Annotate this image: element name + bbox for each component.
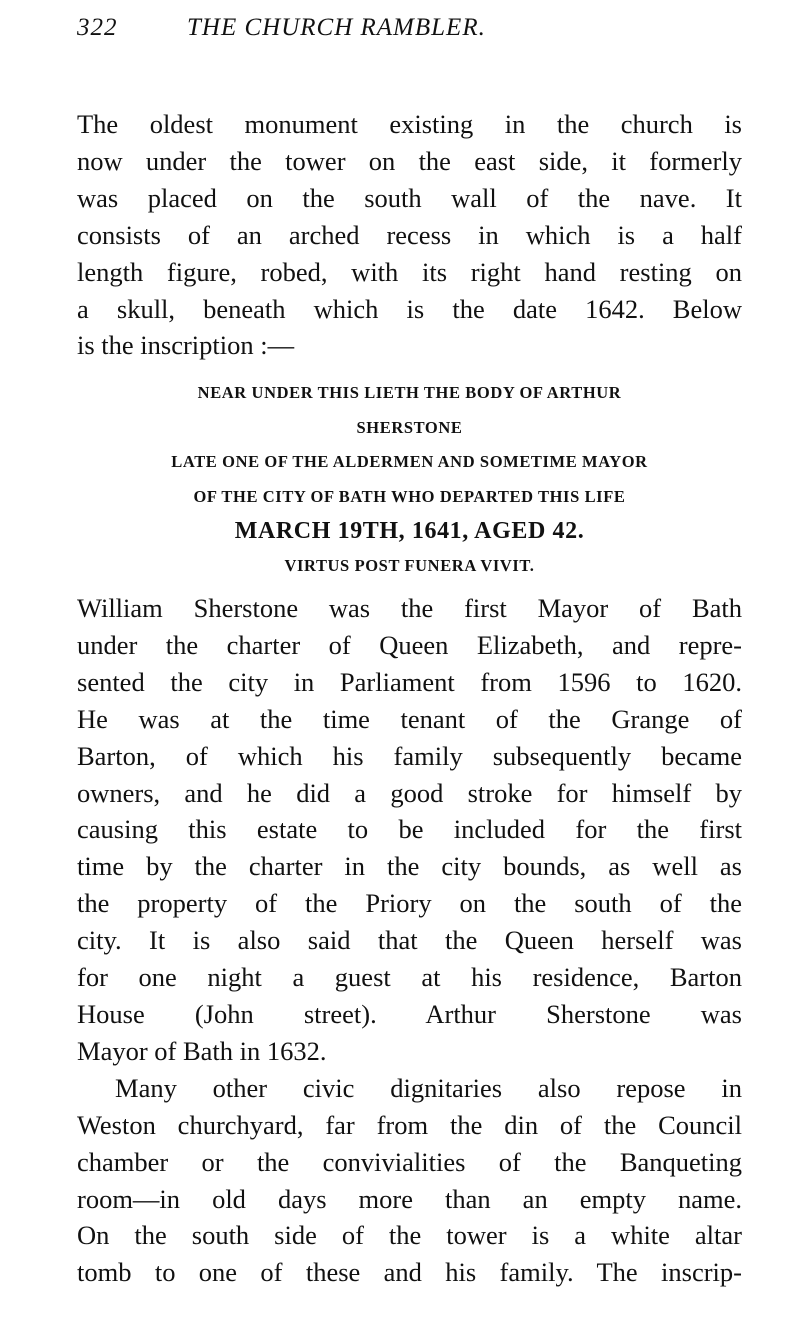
inscription-line: MARCH 19TH, 1641, AGED 42. [234, 518, 585, 544]
inscription-line: NEAR UNDER THIS LIETH THE BODY OF ARTHUR [197, 383, 622, 402]
text-line: Mayor of Bath in 1632. [77, 1035, 327, 1066]
paragraph-1 [77, 106, 742, 364]
text-line: consists of an arched recess in which is a half [77, 219, 742, 250]
text-line: now under the tower on the east side, it formerly [77, 145, 742, 176]
inscription-line: VIRTUS POST FUNERA VIVIT. [284, 555, 535, 575]
text-line: On the south side of the tower is a white altar [77, 1220, 742, 1251]
text-line: a skull, beneath which is the date 1642. Below [77, 293, 742, 324]
text-line: Weston churchyard, far from the din of the Council [77, 1109, 742, 1140]
text-line: was placed on the south wall of the nave. It [77, 182, 742, 213]
inscription-line: OF THE CITY OF BATH WHO DEPARTED THIS LIFE [193, 486, 626, 506]
running-header [77, 14, 740, 42]
text-line: He was at the time tenant of the Grange of [77, 703, 742, 734]
text-line: under the charter of Queen Elizabeth, and repre- [77, 629, 742, 660]
text-line: chamber or the convivialities of the Banqueting [77, 1146, 742, 1177]
inscription-line: LATE ONE OF THE ALDERMEN AND SOMETIME MAYOR [171, 452, 648, 471]
text-line: House (John street). Arthur Sherstone was [77, 998, 742, 1029]
text-line: for one night a guest at his residence, Barton [77, 962, 742, 993]
text-line: city. It is also said that the Queen herself was [77, 925, 742, 956]
page-number: 322 [77, 14, 118, 41]
paragraph-2 [77, 590, 742, 1291]
text-line: length figure, robed, with its right hand resting on [77, 256, 742, 287]
text-line: causing this estate to be included for the first [77, 814, 742, 845]
text-line: owners, and he did a good stroke for himself by [77, 777, 742, 808]
text-line: Barton, of which his family subsequently became [77, 740, 742, 771]
inscription [77, 376, 742, 583]
running-title: THE CHURCH RAMBLER. [187, 14, 486, 41]
text-line: Many other civic dignitaries also repose in [115, 1072, 742, 1103]
text-line: sented the city in Parliament from 1596 to 1620. [77, 666, 742, 697]
inscription-line: SHERSTONE [356, 417, 463, 437]
text-line: William Sherstone was the first Mayor of Bath [77, 593, 742, 623]
text-line: The oldest monument existing in the church is [77, 109, 742, 139]
text-line: tomb to one of these and his family. The inscrip- [77, 1257, 742, 1288]
text-line: room—in old days more than an empty name. [77, 1183, 742, 1214]
text-line: time by the charter in the city bounds, as well as [77, 851, 742, 882]
text-line: is the inscription :— [77, 330, 295, 361]
text-line: the property of the Priory on the south of the [77, 888, 742, 919]
